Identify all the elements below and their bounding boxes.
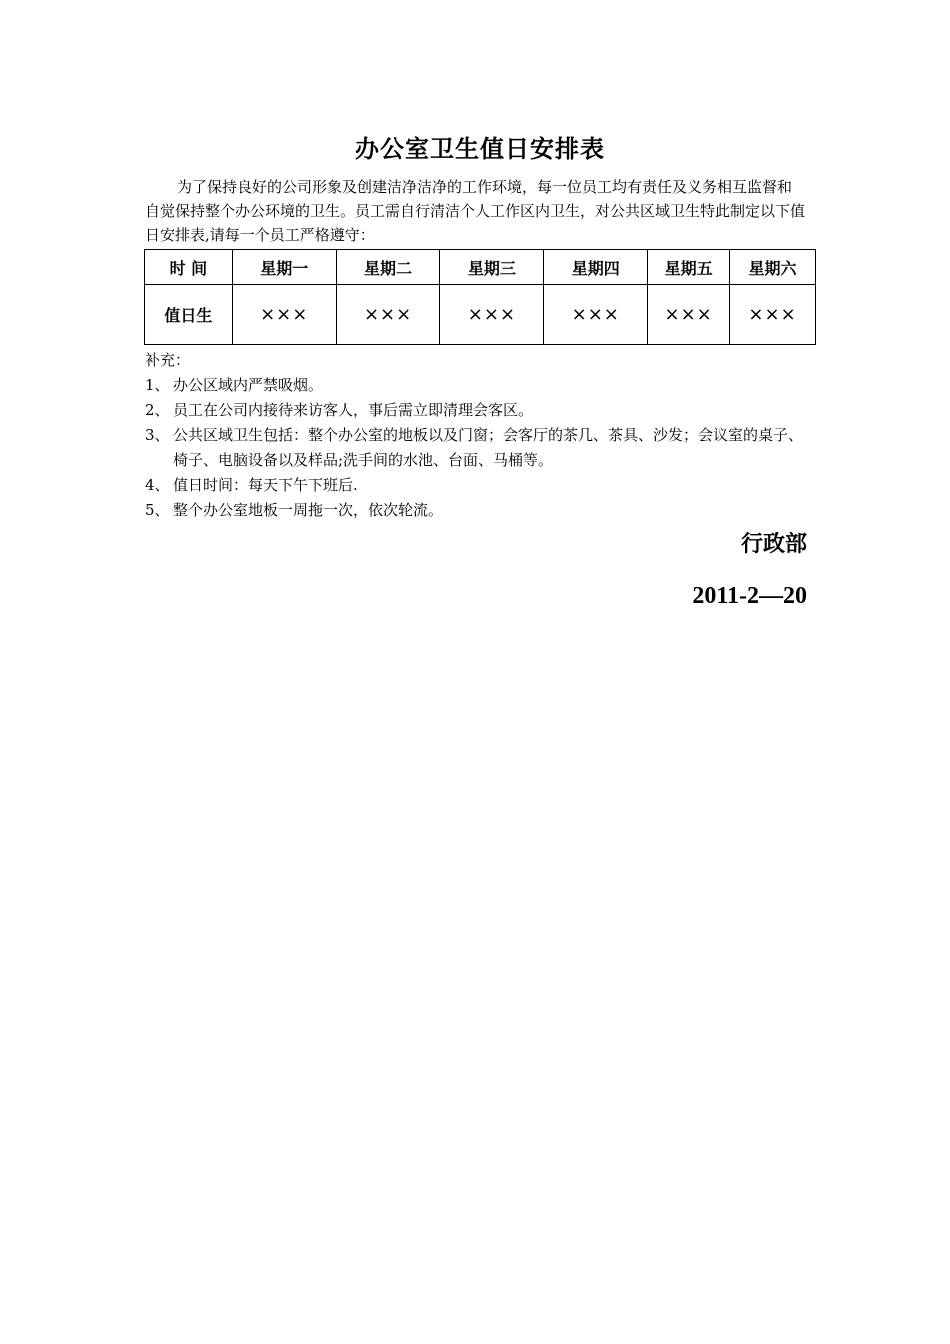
list-item-text: 公共区域卫生包括：整个办公室的地板以及门窗；会客厅的茶几、茶具、沙发；会议室的桌子、椅子、电脑设备以及样品;洗手间的水池、台面、马桶等。 (173, 426, 804, 469)
list-item-text: 办公区域内严禁吸烟。 (173, 376, 324, 394)
notes-label: 补充： (145, 351, 191, 369)
list-item-number: 5、 (145, 501, 170, 519)
cell-monday: ××× (232, 285, 336, 345)
list-item-text: 整个办公室地板一周拖一次，依次轮流。 (173, 501, 444, 519)
list-item (145, 423, 807, 473)
header-wednesday: 星期三 (440, 250, 544, 285)
cell-tuesday: ××× (336, 285, 440, 345)
signature-date: 2011-2—20 (692, 583, 807, 609)
table-header-row (145, 250, 816, 285)
list-item (145, 398, 807, 423)
header-tuesday: 星期二 (336, 250, 440, 285)
intro-paragraph: 为了保持良好的公司形象及创建洁净洁净的工作环境，每一位员工均有责任及义务相互监督和自觉保持整个办公环境的卫生。员工需自行清洁个人工作区内卫生，对公共区域卫生特此制定以下值日安排表,请每一个员工严格遵守： (145, 178, 806, 244)
cell-thursday: ××× (544, 285, 648, 345)
list-item-text: 员工在公司内接待来访客人，事后需立即清理会客区。 (173, 401, 534, 419)
list-item (145, 473, 807, 498)
cell-friday: ××× (648, 285, 730, 345)
list-item-text: 值日时间：每天下午下班后. (173, 476, 358, 494)
header-monday: 星期一 (232, 250, 336, 285)
signature-department: 行政部 (740, 532, 807, 557)
cell-wednesday: ××× (440, 285, 544, 345)
table-row (145, 285, 816, 345)
page-title: 办公室卫生值日安排表 (355, 135, 605, 163)
cell-saturday: ××× (730, 285, 816, 345)
list-item-number: 4、 (145, 476, 170, 494)
list-item (145, 498, 807, 523)
header-thursday: 星期四 (544, 250, 648, 285)
duty-schedule-table (144, 249, 816, 345)
notes-section (145, 348, 807, 523)
list-item-number: 3、 (145, 426, 170, 444)
row-label-duty: 值日生 (145, 285, 233, 345)
list-item-number: 2、 (145, 401, 170, 419)
list-item-number: 1、 (145, 376, 170, 394)
list-item (145, 373, 807, 398)
header-saturday: 星期六 (730, 250, 816, 285)
header-friday: 星期五 (648, 250, 730, 285)
header-time: 时 间 (145, 250, 233, 285)
notes-list (145, 373, 807, 523)
